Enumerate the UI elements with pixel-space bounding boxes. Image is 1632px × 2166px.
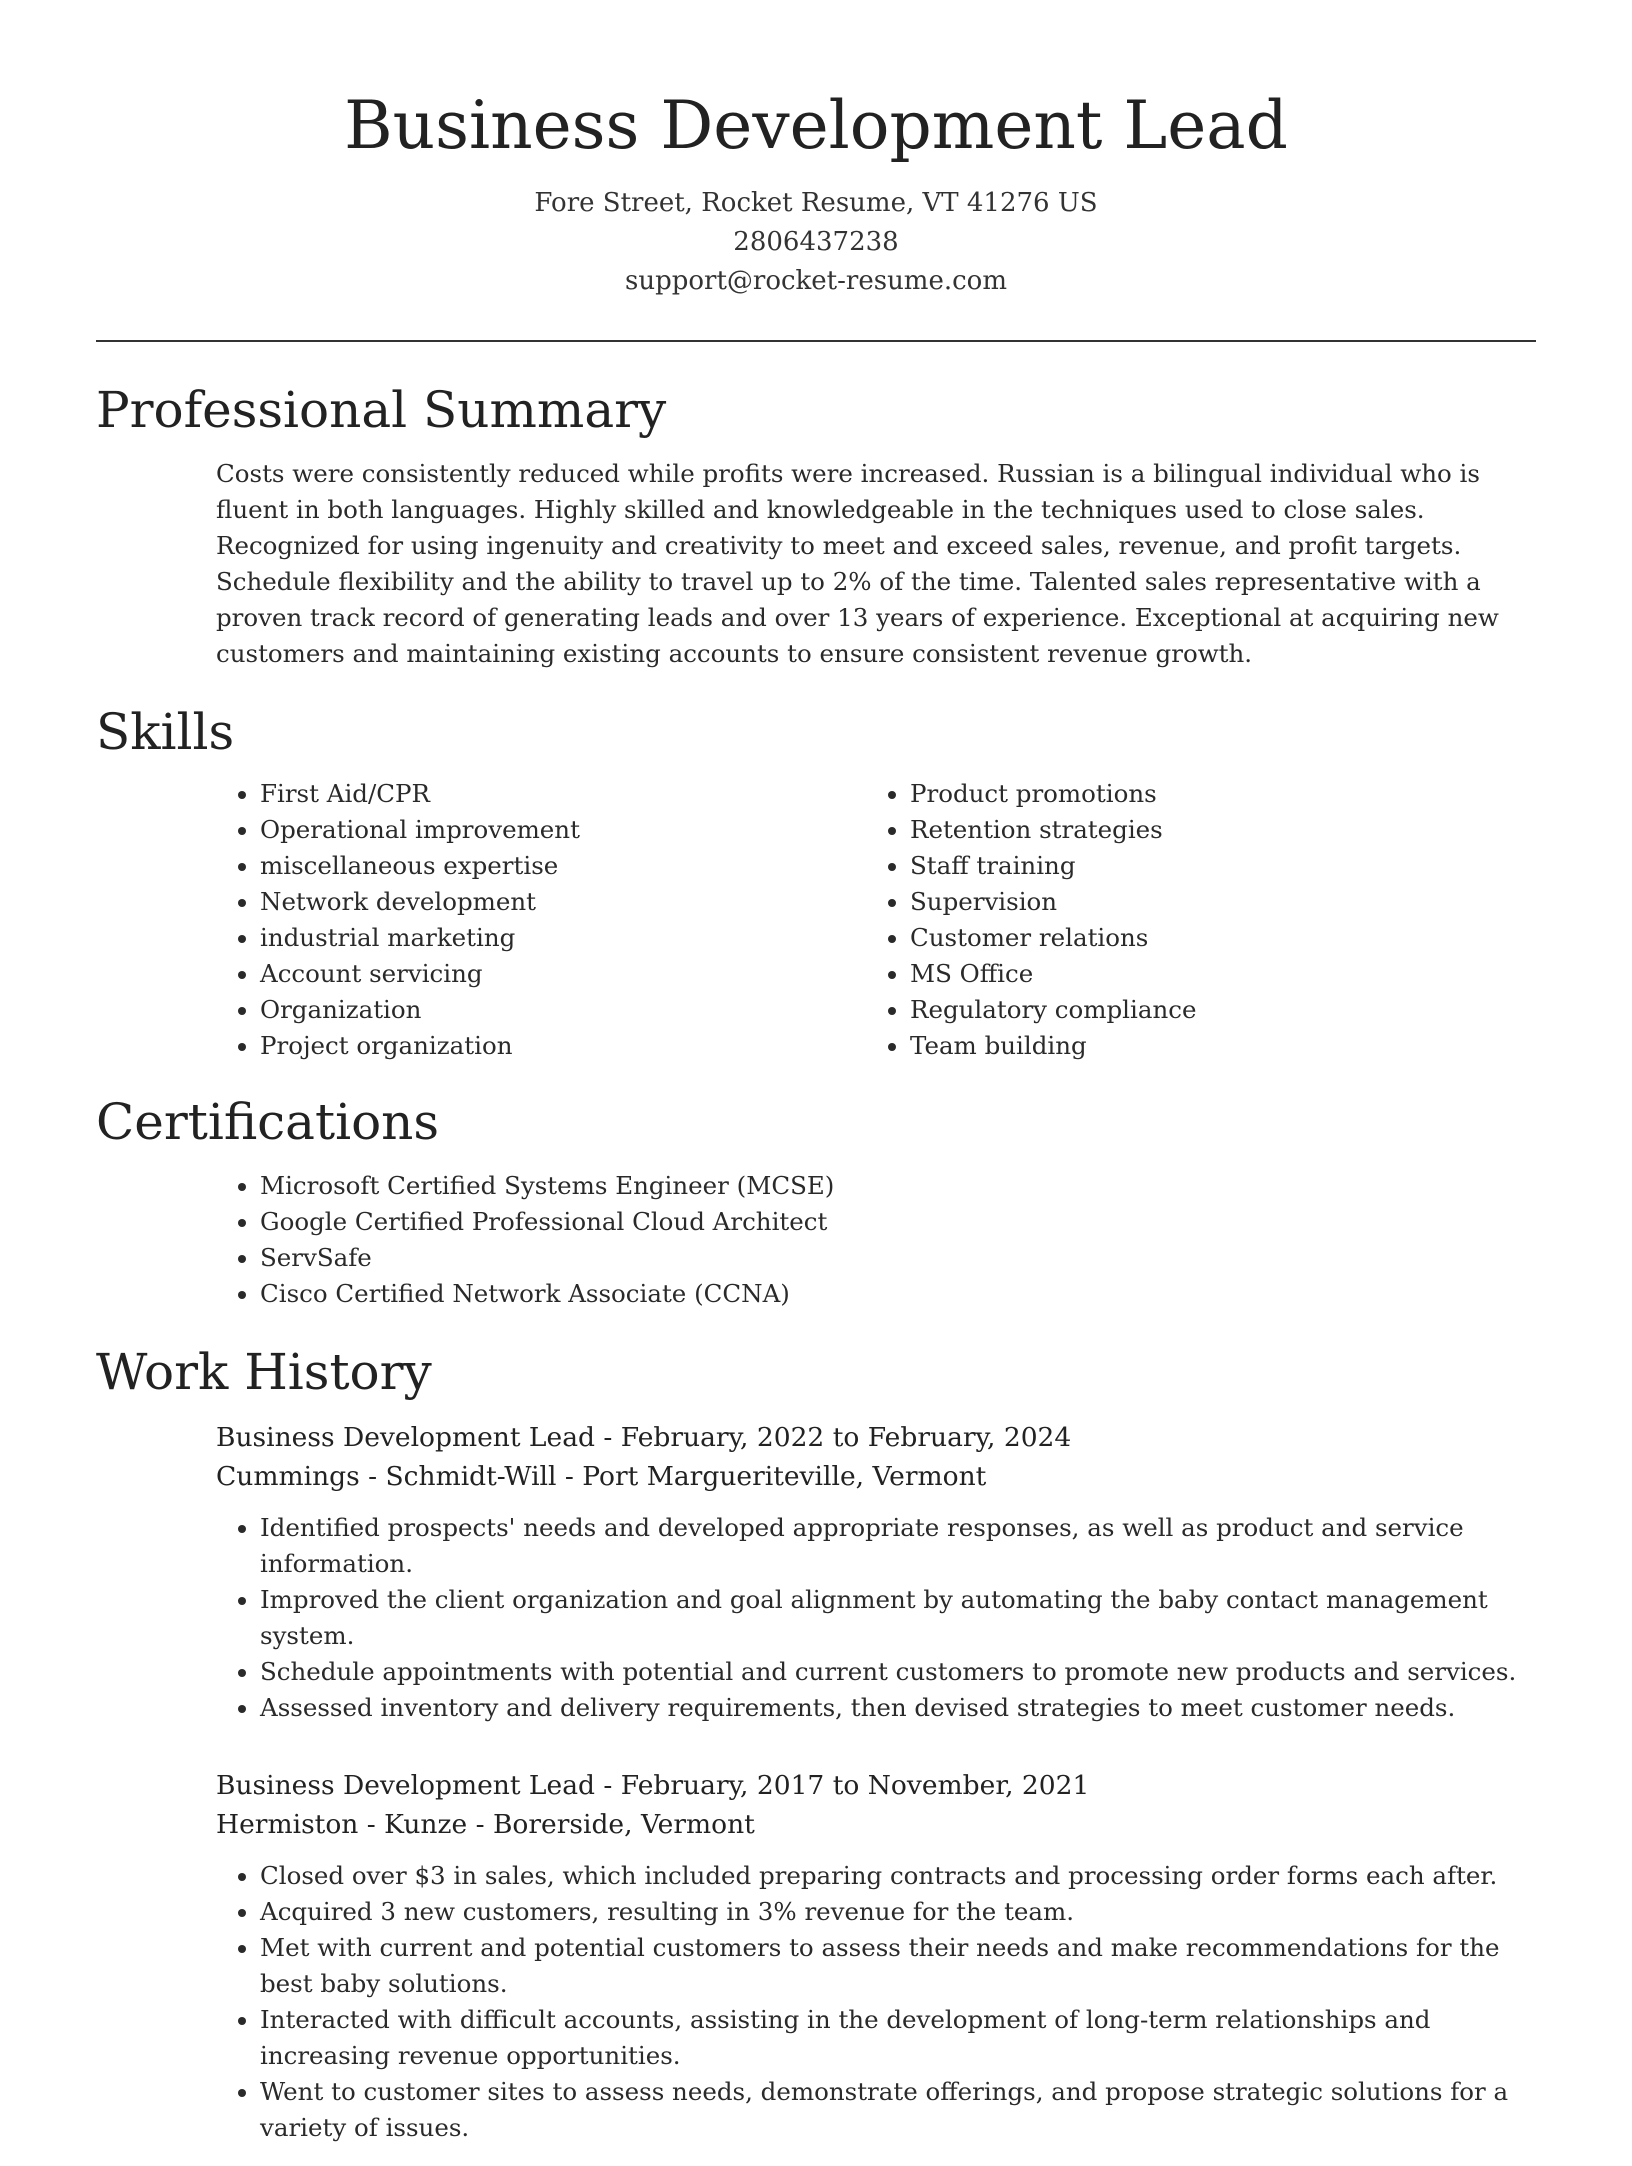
skills-body <box>216 776 1536 1064</box>
job-bullet: • Closed over $3 in sales, which included preparing contracts and processing order forms each after. <box>260 1858 1536 1894</box>
contact-email: support@rocket-resume.com <box>624 266 1007 296</box>
job-entry <box>216 1766 1536 2146</box>
skills-list-right <box>866 776 1516 1064</box>
job-bullet: • Met with current and potential customers to assess their needs and make recommendations for the best baby solutions. <box>260 1930 1536 2002</box>
job-location: - Port Margueriteville, Vermont <box>556 1461 987 1492</box>
job-bullet: • Went to customer sites to assess needs, demonstrate offerings, and propose strategic solutions for a variety of issues. <box>260 2074 1536 2146</box>
job-bullet: • Schedule appointments with potential and current customers to promote new products and services. <box>260 1654 1536 1690</box>
job-entry <box>216 1418 1536 1726</box>
certification-item: • Microsoft Certified Systems Engineer (MCSE) <box>260 1168 1536 1204</box>
work-history-body <box>216 1418 1536 2146</box>
skill-item: • Team building <box>910 1028 1516 1064</box>
candidate-name: Business Development Lead <box>344 87 1288 164</box>
job-company: Hermiston - Kunze <box>216 1809 468 1840</box>
job-title-line <box>216 1418 1536 1457</box>
skill-item: • Retention strategies <box>910 812 1516 848</box>
job-bullet: • Improved the client organization and goal alignment by automating the baby contact management system. <box>260 1582 1536 1654</box>
job-title: Business Development Lead <box>216 1422 595 1453</box>
certifications-section <box>96 1090 1536 1312</box>
job-bullet: • Identified prospects' needs and developed appropriate responses, as well as product and service information. <box>260 1510 1536 1582</box>
certifications-body <box>216 1168 1536 1312</box>
skill-item: • Product promotions <box>910 776 1516 812</box>
skill-item: • industrial marketing <box>260 920 866 956</box>
summary-heading: Professional Summary <box>96 381 667 439</box>
job-bullet: • Acquired 3 new customers, resulting in 3% revenue for the team. <box>260 1894 1536 1930</box>
job-bullet: • Assessed inventory and delivery requirements, then devised strategies to meet customer needs. <box>260 1690 1536 1726</box>
job-dates: - February, 2017 to November, 2021 <box>594 1770 1090 1801</box>
work-history-heading: Work History <box>96 1343 432 1401</box>
certifications-heading: Certifications <box>96 1093 440 1151</box>
contact-phone: 2806437238 <box>733 227 899 257</box>
skill-item: • Account servicing <box>260 956 866 992</box>
skills-column-left <box>216 776 866 1064</box>
job-location: - Borerside, Vermont <box>467 1809 755 1840</box>
skills-section <box>96 700 1536 1064</box>
skills-list-left <box>216 776 866 1064</box>
header-divider <box>96 340 1536 342</box>
certifications-list <box>216 1168 1536 1312</box>
skill-item: • First Aid/CPR <box>260 776 866 812</box>
skills-grid <box>216 776 1536 1064</box>
contact-address: Fore Street, Rocket Resume, VT 41276 US <box>534 188 1098 218</box>
skill-item: • Regulatory compliance <box>910 992 1516 1028</box>
skill-item: • Operational improvement <box>260 812 866 848</box>
job-bullet: • Interacted with difficult accounts, assisting in the development of long-term relationships and increasing revenue opportunities. <box>260 2002 1536 2074</box>
job-company-line <box>216 1457 1536 1496</box>
resume-header <box>0 0 1632 301</box>
summary-section <box>96 378 1536 672</box>
job-title: Business Development Lead <box>216 1770 595 1801</box>
skill-item: • MS Office <box>910 956 1516 992</box>
skill-item: • Staff training <box>910 848 1516 884</box>
certification-item: • ServSafe <box>260 1240 1536 1276</box>
summary-text: Costs were consistently reduced while profits were increased. Russian is a bilingual individual who is fluent in both languages. Highly skilled and knowledgeable in the techniques used to close sales. Recognized for using ingenuity and creativity to meet and exceed sales, revenue, and profit targets. Schedule flexibility and the ability to travel up to 2% of the time. Talented sales representative with a proven track record of generating leads and over 13 years of experience. Exceptional at acquiring new customers and maintaining existing accounts to ensure consistent revenue growth. <box>216 459 1499 668</box>
contact-block <box>0 184 1632 301</box>
skill-item: • Project organization <box>260 1028 866 1064</box>
summary-body <box>216 456 1536 672</box>
skill-item: • miscellaneous expertise <box>260 848 866 884</box>
job-title-line <box>216 1766 1536 1805</box>
job-bullets <box>216 1510 1536 1726</box>
skill-item: • Network development <box>260 884 866 920</box>
work-history-section <box>96 1340 1536 2166</box>
certification-item: • Google Certified Professional Cloud Architect <box>260 1204 1536 1240</box>
job-company: Cummings - Schmidt-Will <box>216 1461 557 1492</box>
skills-column-right <box>866 776 1516 1064</box>
certification-item: • Cisco Certified Network Associate (CCNA) <box>260 1276 1536 1312</box>
job-company-line <box>216 1805 1536 1844</box>
job-dates: - February, 2022 to February, 2024 <box>594 1422 1072 1453</box>
skill-item: • Customer relations <box>910 920 1516 956</box>
job-bullets <box>216 1858 1536 2146</box>
skill-item: • Supervision <box>910 884 1516 920</box>
skills-heading: Skills <box>96 703 235 761</box>
skill-item: • Organization <box>260 992 866 1028</box>
